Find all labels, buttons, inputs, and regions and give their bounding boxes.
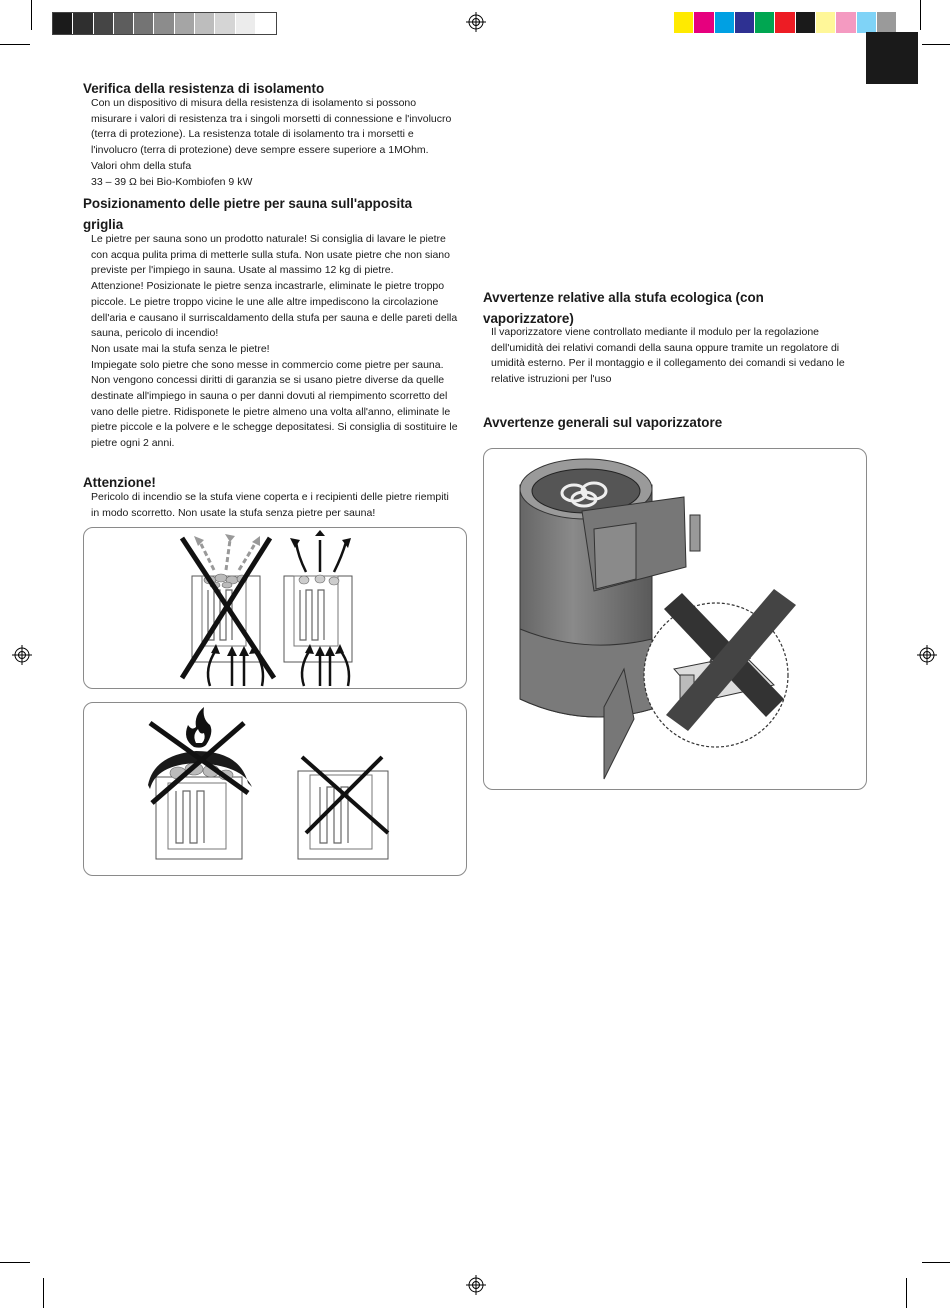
color-swatch bbox=[735, 12, 755, 33]
heater-correct-illustration bbox=[284, 530, 352, 686]
attention-text: Pericolo di incendio se la stufa viene coperta e i recipienti delle pietre riempiti in modo scorretto. Non usate la stufa senza pietre per sauna! bbox=[91, 491, 449, 519]
eco-stove-text: Il vaporizzatore viene controllato mediante il modulo per la regolazione dell'umidità dei relativi comandi della sauna oppure tramite un regolatore di umidità esterno. Per il montaggio e il collegamento dei comandi si vedano le relative istruzioni per l'uso bbox=[491, 326, 845, 386]
crop-mark bbox=[906, 1278, 907, 1308]
vaporizer-heading: Avvertenze generali sul vaporizzatore bbox=[483, 415, 723, 430]
color-swatch bbox=[796, 12, 816, 33]
color-swatch bbox=[836, 12, 856, 33]
color-swatch bbox=[755, 12, 775, 33]
color-swatch bbox=[175, 13, 195, 34]
color-swatch bbox=[857, 12, 877, 33]
covered-heater-illustration bbox=[148, 707, 252, 859]
crop-mark bbox=[922, 1262, 950, 1263]
empty-heater-illustration bbox=[298, 757, 388, 859]
section-tab-block bbox=[866, 32, 918, 84]
process-color-bar bbox=[674, 12, 897, 33]
color-swatch bbox=[715, 12, 735, 33]
insulation-heading: Verifica della resistenza di isolamento bbox=[83, 81, 325, 96]
color-swatch bbox=[256, 13, 276, 34]
color-swatch bbox=[215, 13, 235, 34]
color-swatch bbox=[694, 12, 714, 33]
crop-mark bbox=[0, 1262, 30, 1263]
fire-hazard-figure bbox=[83, 702, 467, 876]
color-swatch bbox=[775, 12, 795, 33]
color-swatch bbox=[114, 13, 134, 34]
insulation-text: Con un dispositivo di misura della resistenza di isolamento si possono misurare i valori di resistenza tra i singoli morsetti di connessione e l'involucro (terra di protezione). La resistenza totale di isolamento tra i morsetti e l'involucro (terra di protezione) deve sempre essere superiore a 1MOhm. Valori ohm della stufa 33 – 39 Ω bei Bio-Kombiofen 9 kW bbox=[91, 97, 452, 188]
crop-mark bbox=[31, 0, 32, 30]
color-swatch bbox=[236, 13, 256, 34]
color-swatch bbox=[73, 13, 93, 34]
stones-text: Le pietre per sauna sono un prodotto naturale! Si consiglia di lavare le pietre con acqua pulita prima di metterle sulla stufa. Non usate pietre che non siano previste per l'impiego in sauna. Usate al massimo 12 kg di pietre. Attenzione! Posizionate le pietre senza incastrarle, eliminate le pietre troppo piccole. Le pietre troppo vicine le une alle altre impediscono la circolazione dell'aria e causano il surriscaldamento della stufa per sauna e delle pareti della sauna, pericolo di incendio! Non usate mai la stufa senza le pietre! Impiegate solo pietre che sono messe in commercio come pietre per sauna. Non vengono concessi diritti di garanzia se si usano pietre diverse da quelle destinate all'impiego in sauna o per danni dovuti al riempimento scorretto del vano delle pietre. Ridisponete le pietre almeno una volta all'anno, eliminate le pietre piccole e la polvere e le schegge depositatesi. Si consiglia di sostituire le pietre ogni 2 anni. bbox=[91, 233, 458, 450]
stones-heading: Posizionamento delle pietre per sauna sull'apposita griglia bbox=[83, 196, 413, 232]
registration-mark-icon bbox=[466, 1275, 486, 1295]
registration-mark-icon bbox=[12, 645, 32, 665]
color-swatch bbox=[134, 13, 154, 34]
color-swatch bbox=[877, 12, 897, 33]
color-swatch bbox=[195, 13, 215, 34]
color-swatch bbox=[816, 12, 836, 33]
color-swatch bbox=[154, 13, 174, 34]
registration-mark-icon bbox=[917, 645, 937, 665]
registration-mark-icon bbox=[466, 12, 486, 32]
color-swatch bbox=[674, 12, 694, 33]
attention-heading: Attenzione! bbox=[83, 475, 156, 490]
crop-mark bbox=[920, 0, 921, 30]
crop-mark bbox=[922, 44, 950, 45]
eco-stove-heading: Avvertenze relative alla stufa ecologica (con vaporizzatore) bbox=[483, 290, 764, 326]
vaporizer-stove-figure bbox=[483, 448, 867, 790]
heater-wrong-illustration bbox=[182, 534, 274, 686]
grayscale-color-bar bbox=[52, 12, 277, 35]
crop-mark bbox=[0, 44, 30, 45]
color-swatch bbox=[94, 13, 114, 34]
stove-illustration bbox=[520, 459, 796, 779]
stone-placement-figure bbox=[83, 527, 467, 689]
crop-mark bbox=[43, 1278, 44, 1308]
color-swatch bbox=[53, 13, 73, 34]
